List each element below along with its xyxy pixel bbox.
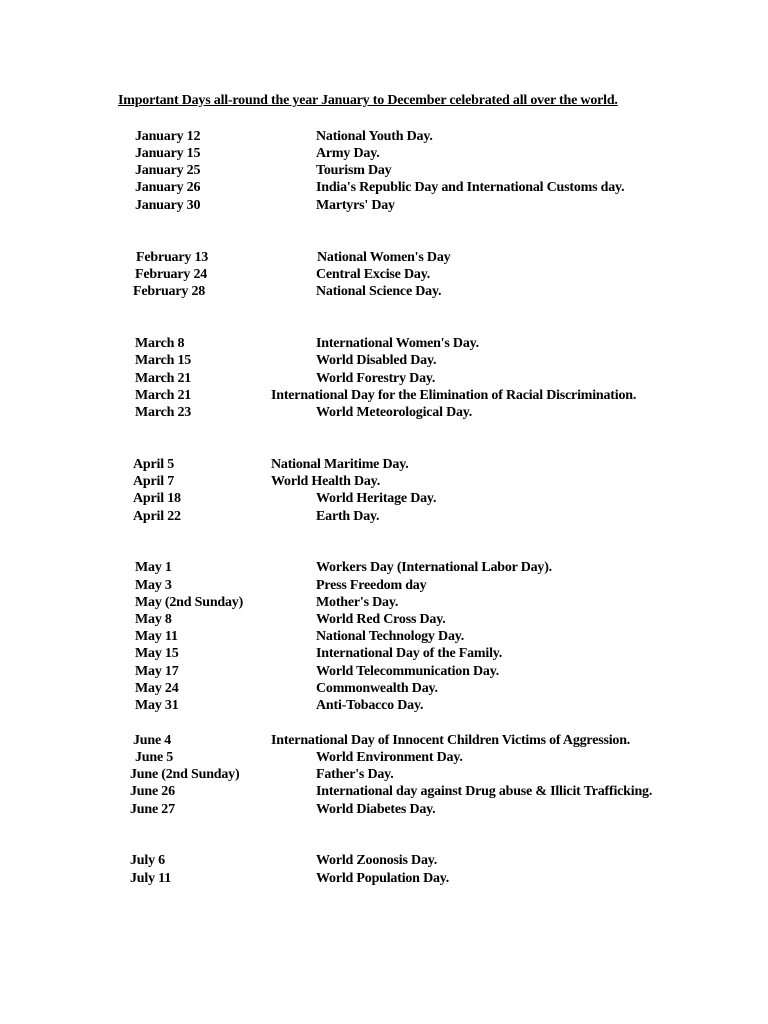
list-item	[0, 128, 768, 145]
list-item	[0, 559, 768, 576]
document-title: Important Days all-round the year January to December celebrated all over the world.	[118, 93, 618, 108]
event-label: World Forestry Day.	[316, 371, 436, 386]
event-label: International Day of Innocent Children Victims of Aggression.	[271, 733, 631, 748]
event-label: Army Day.	[316, 146, 380, 161]
list-item	[0, 508, 768, 525]
event-label: Commonwealth Day.	[316, 681, 438, 696]
date-label: February 28	[133, 284, 206, 299]
event-label: World Meteorological Day.	[316, 405, 473, 420]
list-item	[0, 197, 768, 214]
list-item	[0, 145, 768, 162]
event-label: Earth Day.	[316, 509, 380, 524]
date-label: January 12	[135, 129, 201, 144]
list-item	[0, 473, 768, 490]
list-item	[0, 387, 768, 404]
event-label: World Population Day.	[316, 871, 450, 886]
event-label: Workers Day (International Labor Day).	[316, 560, 552, 575]
event-label: India's Republic Day and International Customs day.	[316, 180, 625, 195]
event-label: International Day of the Family.	[316, 646, 503, 661]
event-label: Central Excise Day.	[316, 267, 431, 282]
event-label: National Women's Day	[317, 250, 451, 265]
list-item	[0, 335, 768, 352]
event-label: International day against Drug abuse & Illicit Trafficking.	[316, 784, 653, 799]
list-item	[0, 766, 768, 783]
event-label: National Technology Day.	[316, 629, 465, 644]
event-label: Tourism Day	[316, 163, 392, 178]
date-label: March 21	[135, 388, 192, 403]
list-item	[0, 283, 768, 300]
date-label: June 4	[133, 733, 172, 748]
date-label: April 22	[133, 509, 181, 524]
list-item	[0, 611, 768, 628]
date-label: January 26	[135, 180, 201, 195]
event-label: World Disabled Day.	[316, 353, 437, 368]
event-label: World Diabetes Day.	[316, 802, 436, 817]
date-label: June 27	[130, 802, 175, 817]
list-item	[0, 645, 768, 662]
list-item	[0, 594, 768, 611]
event-label: World Telecommunication Day.	[316, 664, 500, 679]
date-label: March 8	[135, 336, 185, 351]
date-label: May 1	[135, 560, 172, 575]
event-label: International Women's Day.	[316, 336, 479, 351]
list-item	[0, 370, 768, 387]
date-label: April 5	[133, 457, 174, 472]
list-item	[0, 749, 768, 766]
date-label: March 23	[135, 405, 192, 420]
date-label: May 8	[135, 612, 172, 627]
list-item	[0, 490, 768, 507]
list-item	[0, 628, 768, 645]
event-label: National Maritime Day.	[271, 457, 409, 472]
list-item	[0, 732, 768, 749]
date-label: April 7	[133, 474, 174, 489]
list-item	[0, 801, 768, 818]
list-item	[0, 179, 768, 196]
date-label: May 3	[135, 578, 172, 593]
event-label: Press Freedom day	[316, 578, 427, 593]
list-item	[0, 852, 768, 869]
date-label: January 25	[135, 163, 201, 178]
event-label: National Youth Day.	[316, 129, 433, 144]
list-item	[0, 783, 768, 800]
list-item	[0, 456, 768, 473]
event-label: World Health Day.	[271, 474, 380, 489]
date-label: February 13	[136, 250, 209, 265]
date-label: May 24	[135, 681, 179, 696]
event-label: Mother's Day.	[316, 595, 399, 610]
list-item	[0, 404, 768, 421]
event-label: World Environment Day.	[316, 750, 463, 765]
list-item	[0, 870, 768, 887]
date-label: May 17	[135, 664, 179, 679]
date-label: May 11	[135, 629, 178, 644]
event-label: World Heritage Day.	[316, 491, 437, 506]
event-label: Father's Day.	[316, 767, 394, 782]
list-item	[0, 680, 768, 697]
list-item	[0, 697, 768, 714]
date-label: January 15	[135, 146, 201, 161]
event-label: Anti-Tobacco Day.	[316, 698, 424, 713]
event-label: World Red Cross Day.	[316, 612, 446, 627]
date-label: June (2nd Sunday)	[130, 767, 240, 782]
date-label: May (2nd Sunday)	[135, 595, 244, 610]
event-label: World Zoonosis Day.	[316, 853, 438, 868]
event-label: National Science Day.	[316, 284, 442, 299]
date-label: July 11	[130, 871, 172, 886]
list-item	[0, 266, 768, 283]
event-label: International Day for the Elimination of Racial Discrimination.	[271, 388, 637, 403]
event-label: Martyrs' Day	[316, 198, 395, 213]
list-item	[0, 249, 768, 266]
list-item	[0, 162, 768, 179]
list-item	[0, 352, 768, 369]
date-label: June 26	[130, 784, 175, 799]
date-label: June 5	[135, 750, 174, 765]
date-label: January 30	[135, 198, 201, 213]
list-item	[0, 663, 768, 680]
date-label: February 24	[135, 267, 208, 282]
date-label: April 18	[133, 491, 181, 506]
date-label: July 6	[130, 853, 165, 868]
date-label: May 15	[135, 646, 179, 661]
date-label: March 21	[135, 371, 192, 386]
date-label: May 31	[135, 698, 179, 713]
list-item	[0, 577, 768, 594]
date-label: March 15	[135, 353, 192, 368]
